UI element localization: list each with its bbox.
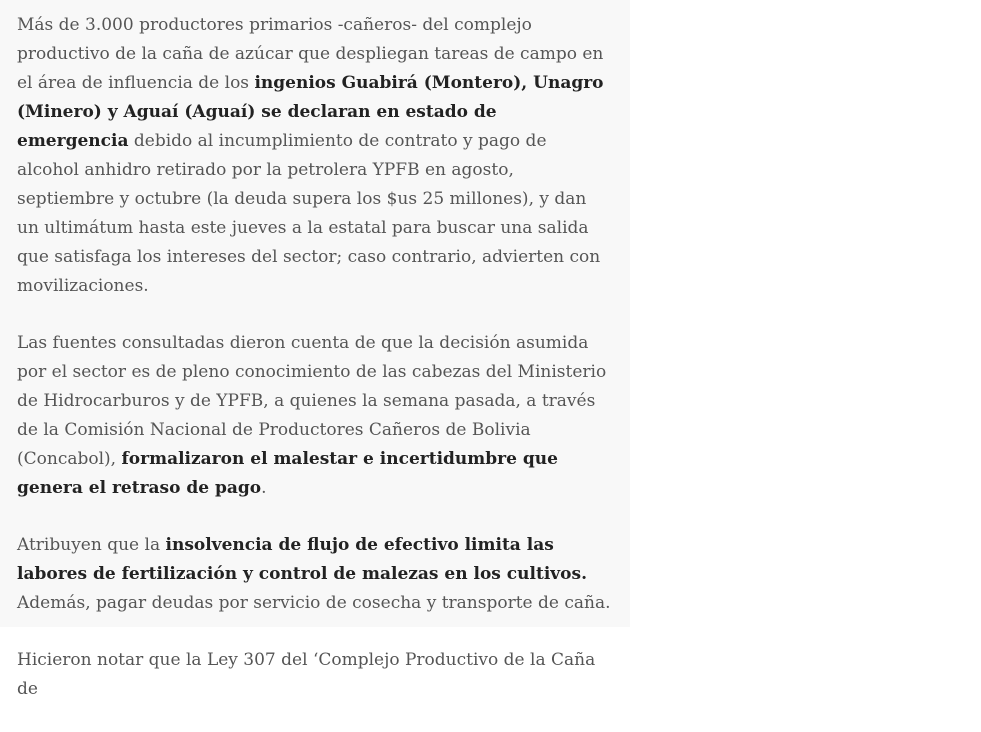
paragraph-text: Atribuyen que la xyxy=(17,535,166,555)
paragraph-bold-text: insolvencia de flujo de efectivo limita las labores de fertilización y control de malezas en los cultivos. xyxy=(17,535,587,584)
right-blank-area xyxy=(630,0,981,627)
article-paragraph-3 xyxy=(17,531,613,618)
paragraph-bold-text: ingenios Guabirá (Montero), Unagro (Minero) y Aguaí (Aguaí) se declaran en estado de emergencia xyxy=(17,73,604,151)
paragraph-text: Hicieron notar que la Ley 307 del ‘Complejo Productivo de la Caña de xyxy=(17,650,596,699)
article-body xyxy=(17,11,613,732)
article-paragraph-4 xyxy=(17,646,613,704)
paragraph-text: Las fuentes consultadas dieron cuenta de que la decisión asumida por el sector es de pleno conocimiento de las cabezas del Ministerio de Hidrocarburos y de YPFB, a quienes la semana pasada, a través de la Comisión Nacional de Productores Cañeros de Bolivia (Concabol), xyxy=(17,333,607,469)
article-paragraph-1 xyxy=(17,11,613,301)
paragraph-text: . xyxy=(261,478,267,498)
paragraph-text: Además, pagar deudas por servicio de cosecha y transporte de caña. xyxy=(17,593,611,613)
article-paragraph-2 xyxy=(17,329,613,503)
paragraph-text: debido al incumplimiento de contrato y pago de alcohol anhidro retirado por la petrolera YPFB en agosto, septiembre y octubre (la deuda supera los $us 25 millones), y dan un ultimátum hasta este jueves a la estatal para buscar una salida que satisfaga los intereses del sector; caso contrario, advierten con movilizaciones. xyxy=(17,131,601,296)
paragraph-bold-text: formalizaron el malestar e incertidumbre que genera el retraso de pago xyxy=(17,449,558,498)
paragraph-text: Más de 3.000 productores primarios -cañeros- del complejo productivo de la caña de azúcar que despliegan tareas de campo en el área de influencia de los xyxy=(17,15,604,93)
